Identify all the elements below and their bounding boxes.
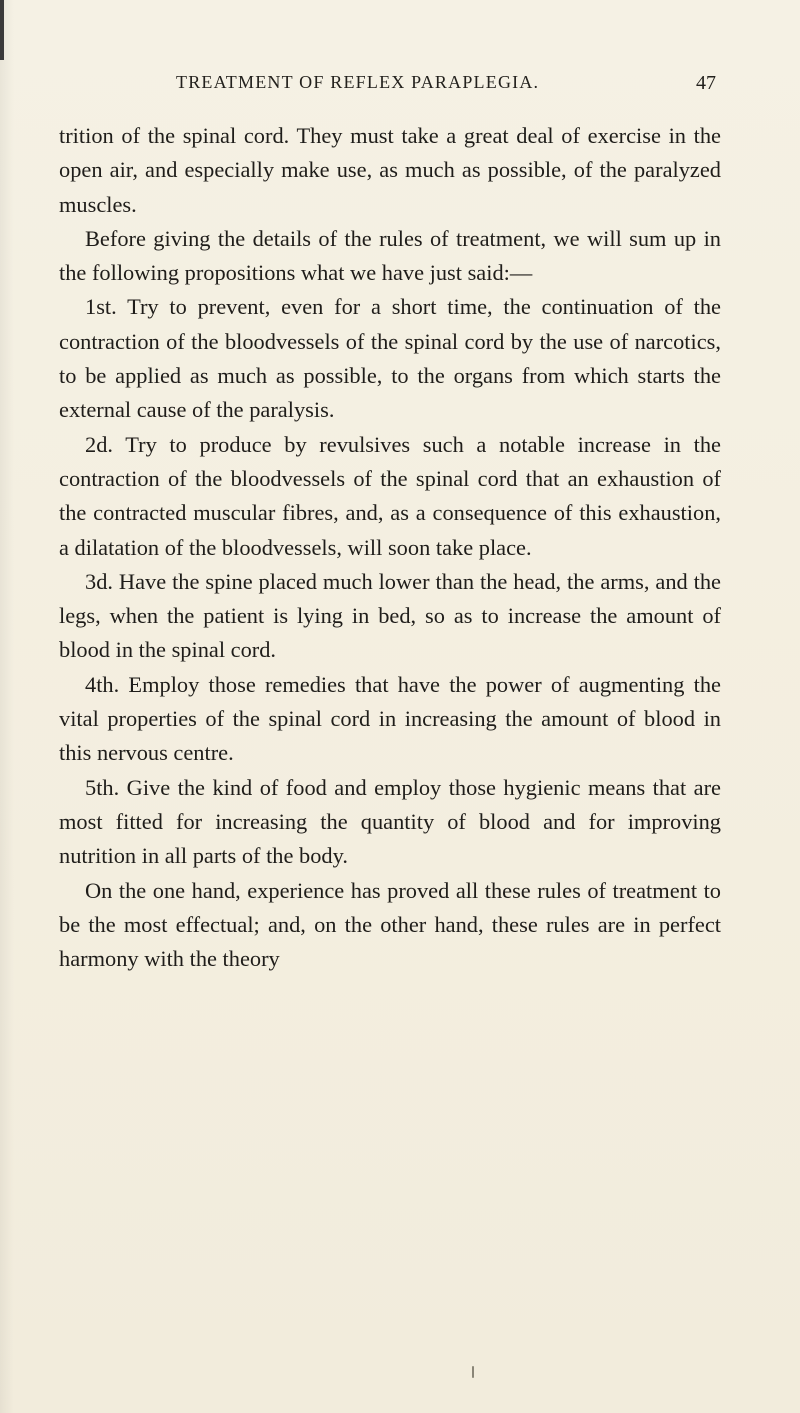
running-head-title: TREATMENT OF REFLEX PARAPLEGIA. [176, 72, 540, 92]
paragraph-proposition-2d: 2d. Try to produce by revulsives such a notable increase in the contraction of the bloodvessels of the spinal cord that an exhaustion of the contracted muscular fibres, and, as a consequence of this exhaustion, a dilatation of the bloodvessels, will soon take place. [59, 431, 721, 560]
paragraph-intro-propositions: Before giving the details of the rules of treatment, we will sum up in the following propositions what we have just said:— [59, 225, 721, 286]
paragraph-proposition-4th: 4th. Employ those remedies that have the power of augmenting the vital properties of the spinal cord in increasing the amount of blood in this nervous centre. [59, 671, 721, 766]
running-head [176, 72, 716, 98]
body-text [59, 119, 721, 976]
page-number: 47 [696, 72, 716, 94]
paragraph-proposition-3d: 3d. Have the spine placed much lower than the head, the arms, and the legs, when the patient is lying in bed, so as to increase the amount of blood in the spinal cord. [59, 568, 721, 663]
page-binding-edge [0, 0, 4, 60]
paragraph-continuation: trition of the spinal cord. They must take a great deal of exercise in the open air, and especially make use, as much as possible, of the paralyzed muscles. [59, 123, 721, 217]
ink-speck [472, 1366, 474, 1378]
paragraph-proposition-5th: 5th. Give the kind of food and employ those hygienic means that are most fitted for increasing the quantity of blood and for improving nutrition in all parts of the body. [59, 774, 721, 869]
paragraph-proposition-1st: 1st. Try to prevent, even for a short time, the continuation of the contraction of the bloodvessels of the spinal cord by the use of narcotics, to be applied as much as possible, to the organs from which starts the external cause of the paralysis. [59, 294, 721, 423]
paragraph-conclusion: On the one hand, experience has proved all these rules of treatment to be the most effectual; and, on the other hand, these rules are in perfect harmony with the theory [59, 877, 721, 972]
